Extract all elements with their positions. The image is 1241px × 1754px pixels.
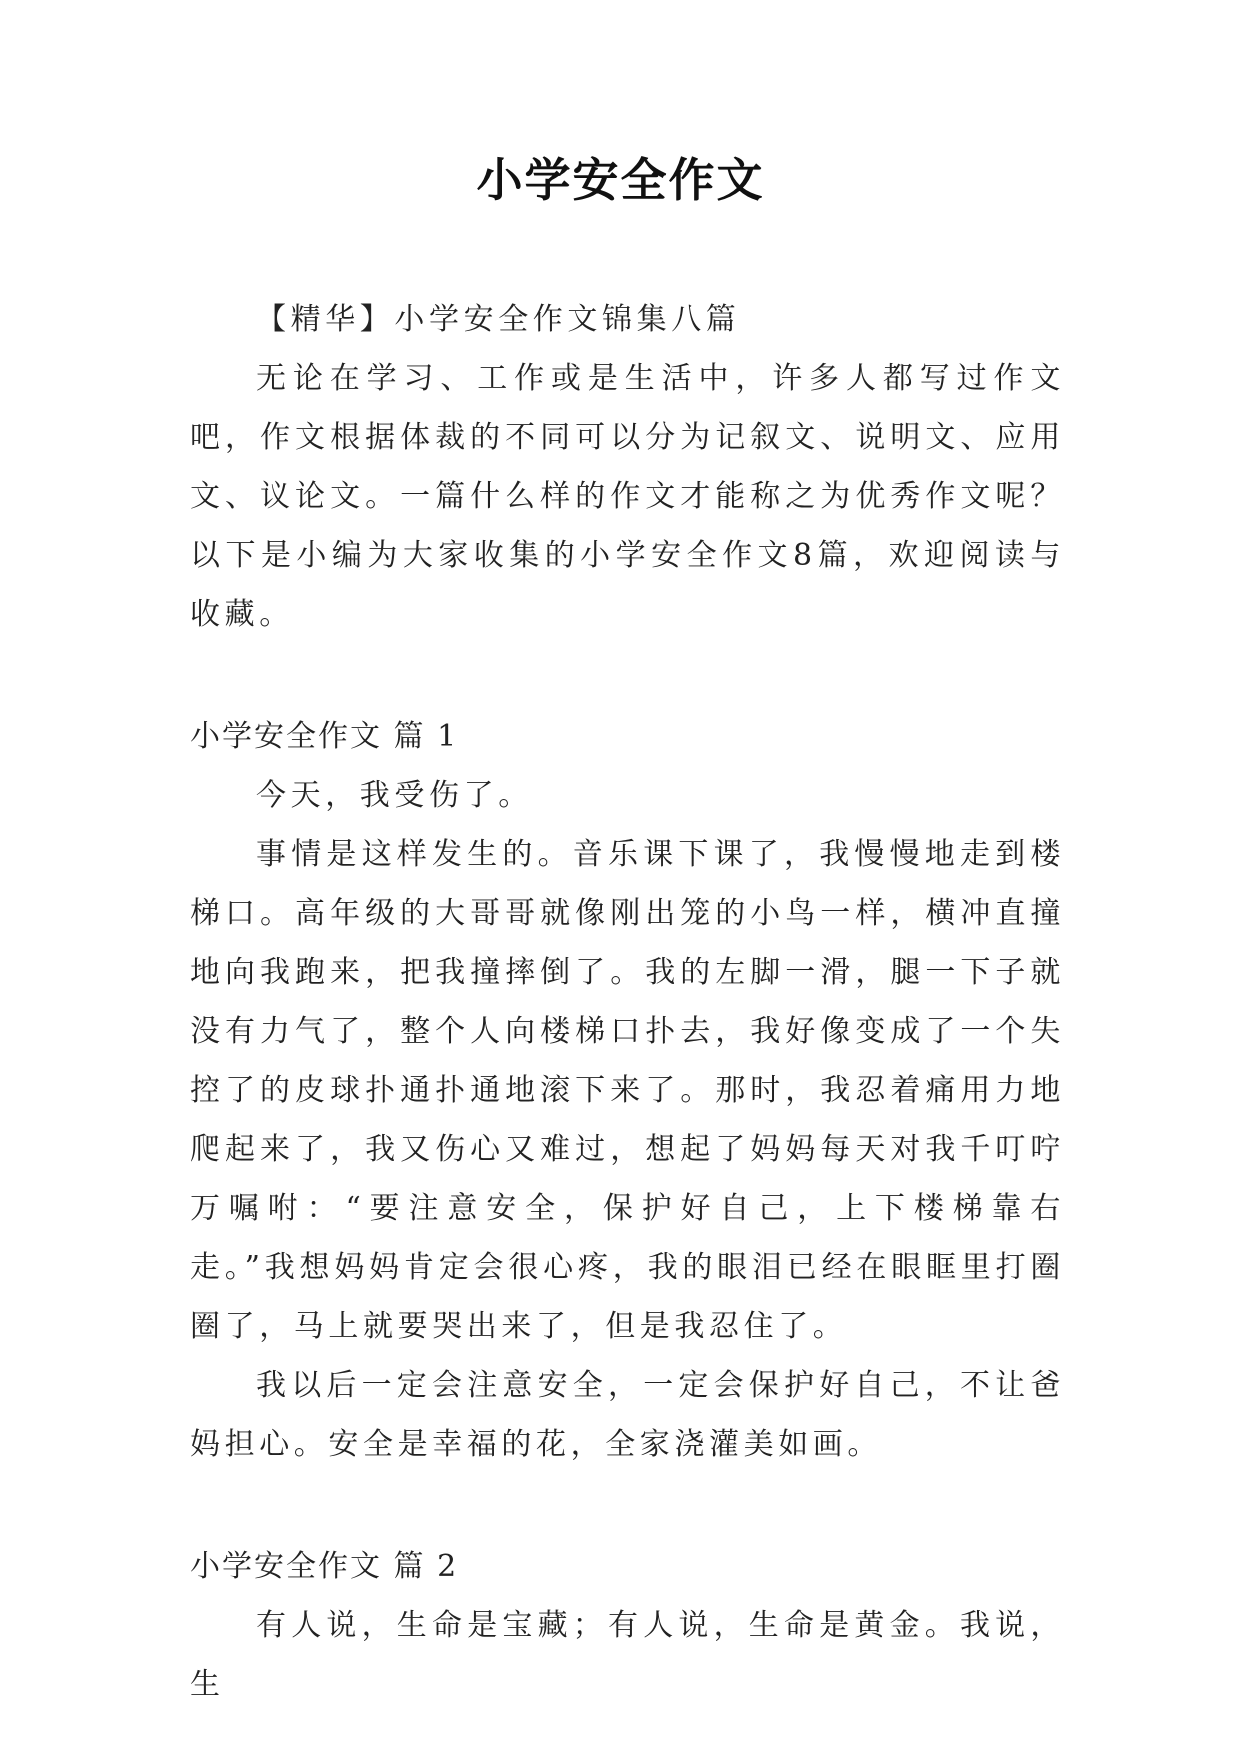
document-title: 小学安全作文 <box>476 153 765 207</box>
section-spacer <box>190 1474 1065 1537</box>
section-1-paragraph-1: 今天，我受伤了。 <box>256 778 533 813</box>
section-1-paragraph-3: 我以后一定会注意安全，一定会保护好自己，不让爸妈担心。安全是幸福的花，全家浇灌美如画。 <box>190 1368 1065 1462</box>
section-2-paragraph-1: 有人说，生命是宝藏；有人说，生命是黄金。我说，生 <box>190 1608 1065 1702</box>
section-spacer <box>190 644 1065 707</box>
document-body <box>190 290 1065 1714</box>
section-heading-1: 小学安全作文 篇 1 <box>190 719 459 754</box>
intro-paragraph: 无论在学习、工作或是生活中，许多人都写过作文吧，作文根据体裁的不同可以分为记叙文、说明文、应用文、议论文。一篇什么样的作文才能称之为优秀作文呢？以下是小编为大家收集的小学安全作文8篇，欢迎阅读与收藏。 <box>190 361 1065 632</box>
intro-heading: 【精华】小学安全作文锦集八篇 <box>256 302 741 337</box>
section-heading-2: 小学安全作文 篇 2 <box>190 1549 459 1584</box>
section-1-paragraph-2: 事情是这样发生的。音乐课下课了，我慢慢地走到楼梯口。高年级的大哥哥就像刚出笼的小鸟一样，横冲直撞地向我跑来，把我撞摔倒了。我的左脚一滑，腿一下子就没有力气了，整个人向楼梯口扑去，我好像变成了一个失控了的皮球扑通扑通地滚下来了。那时，我忍着痛用力地爬起来了，我又伤心又难过，想起了妈妈每天对我千叮咛万嘱咐：“要注意安全，保护好自己，上下楼梯靠右走。”我想妈妈肯定会很心疼，我的眼泪已经在眼眶里打圈圈了，马上就要哭出来了，但是我忍住了。 <box>190 837 1065 1344</box>
